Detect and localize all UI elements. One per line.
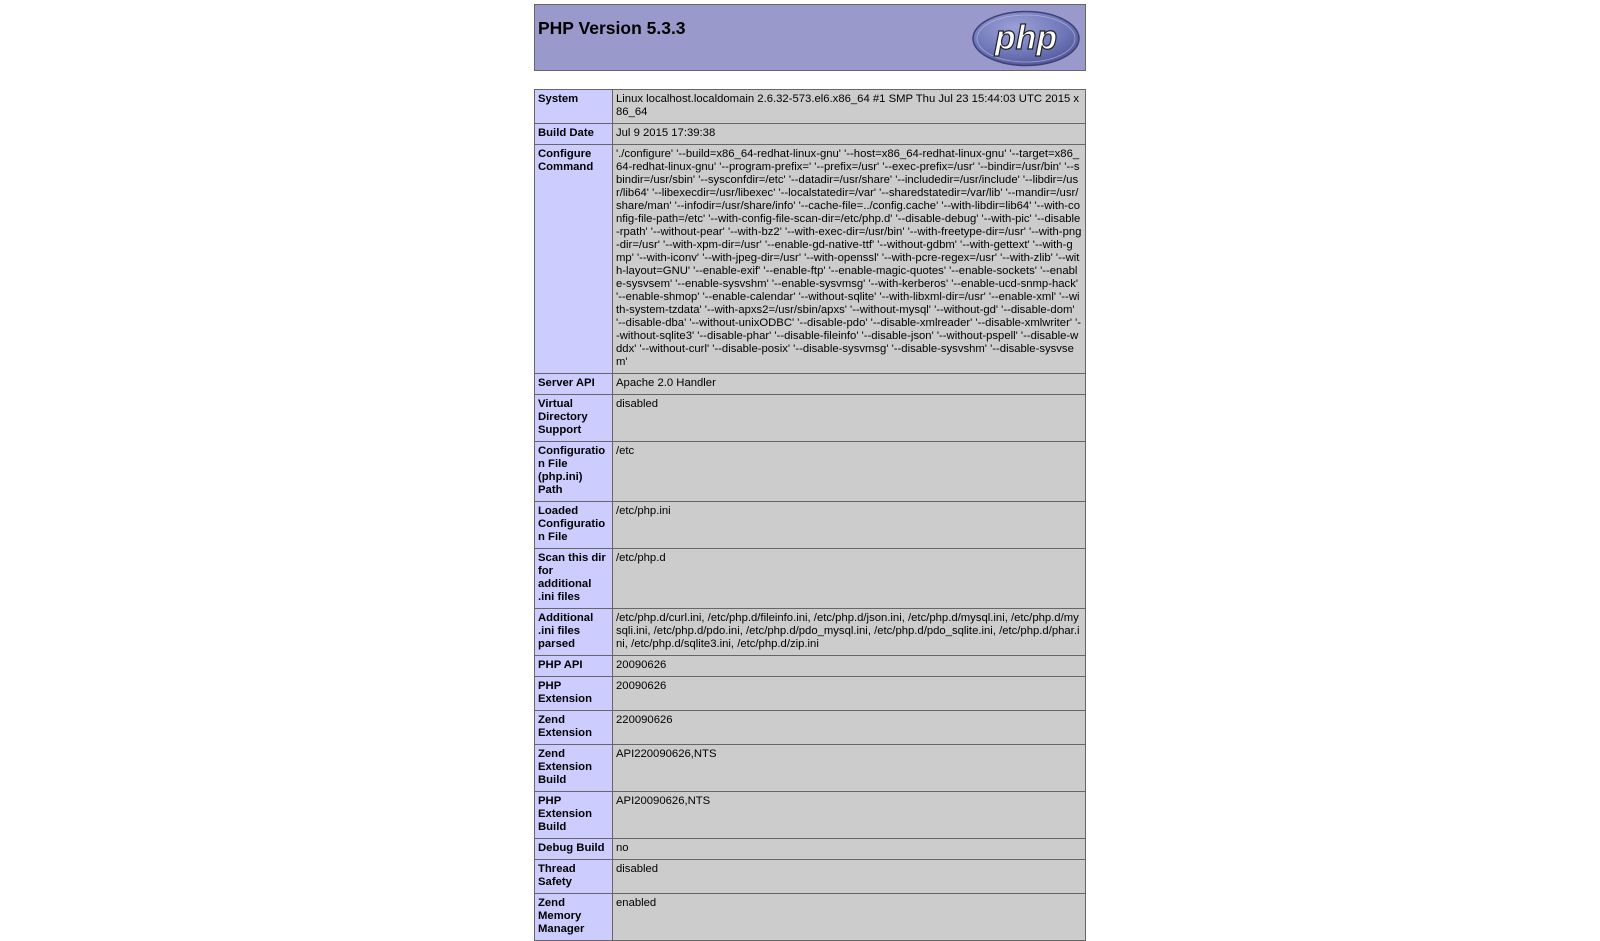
info-row-label: Zend Extension Build [535, 745, 613, 792]
info-row [535, 839, 1086, 860]
info-row-value: Apache 2.0 Handler [613, 374, 1086, 395]
info-row-label: PHP API [535, 656, 613, 677]
page-title: PHP Version 5.3.3 [538, 18, 686, 38]
info-row-label: Build Date [535, 124, 613, 145]
info-row-value: API20090626,NTS [613, 792, 1086, 839]
info-row-value: Jul 9 2015 17:39:38 [613, 124, 1086, 145]
info-row-label: System [535, 90, 613, 124]
info-row-label: Zend Memory Manager [535, 894, 613, 941]
php-info-table [534, 89, 1086, 941]
info-row [535, 711, 1086, 745]
info-row [535, 124, 1086, 145]
info-row [535, 656, 1086, 677]
info-row-value: /etc [613, 442, 1086, 502]
php-info-table-body [535, 90, 1086, 941]
info-row-label: Configuration File (php.ini) Path [535, 442, 613, 502]
info-row-label: Debug Build [535, 839, 613, 860]
info-row-value: /etc/php.d/curl.ini, /etc/php.d/fileinfo.ini, /etc/php.d/json.ini, /etc/php.d/mysql.ini, /etc/php.d/mysqli.ini, /etc/php.d/pdo.ini, /etc/php.d/pdo_mysql.ini, /etc/php.d/pdo_sqlite.ini, /etc/php.d/phar.ini, /etc/php.d/sqlite3.ini, /etc/php.d/zip.ini [613, 609, 1086, 656]
php-logo-icon[interactable] [971, 10, 1081, 67]
info-row-value: disabled [613, 395, 1086, 442]
info-row-value: /etc/php.ini [613, 502, 1086, 549]
php-version-header [534, 4, 1086, 71]
info-row-value: disabled [613, 860, 1086, 894]
info-row [535, 792, 1086, 839]
info-row-label: Virtual Directory Support [535, 395, 613, 442]
info-row [535, 894, 1086, 941]
info-row [535, 90, 1086, 124]
info-row-label: Thread Safety [535, 860, 613, 894]
info-row-label: Configure Command [535, 145, 613, 374]
info-row [535, 609, 1086, 656]
info-row-value: 20090626 [613, 656, 1086, 677]
info-row [535, 442, 1086, 502]
info-row-label: PHP Extension Build [535, 792, 613, 839]
info-row-value: /etc/php.d [613, 549, 1086, 609]
info-row-label: Server API [535, 374, 613, 395]
info-row-value: 20090626 [613, 677, 1086, 711]
svg-text:php: php [994, 19, 1058, 57]
info-row-label: Loaded Configuration File [535, 502, 613, 549]
info-row-value: enabled [613, 894, 1086, 941]
info-row-value: 220090626 [613, 711, 1086, 745]
info-row [535, 549, 1086, 609]
info-row-value: './configure' '--build=x86_64-redhat-linux-gnu' '--host=x86_64-redhat-linux-gnu' '--target=x86_64-redhat-linux-gnu' '--program-prefix=' '--prefix=/usr' '--exec-prefix=/usr' '--bindir=/usr/bin' '--sbindir=/usr/sbin' '--sysconfdir=/etc' '--datadir=/usr/share' '--includedir=/usr/include' '--libdir=/usr/lib64' '--libexecdir=/usr/libexec' '--localstatedir=/var' '--sharedstatedir=/var/lib' '--mandir=/usr/share/man' '--infodir=/usr/share/info' '--cache-file=../config.cache' '--with-libdir=lib64' '--with-config-file-path=/etc' '--with-config-file-scan-dir=/etc/php.d' '--disable-debug' '--with-pic' '--disable-rpath' '--without-pear' '--with-bz2' '--with-exec-dir=/usr/bin' '--with-freetype-dir=/usr' '--with-png-dir=/usr' '--with-xpm-dir=/usr' '--enable-gd-native-ttf' '--without-gdbm' '--with-gettext' '--with-gmp' '--with-iconv' '--with-jpeg-dir=/usr' '--with-openssl' '--with-pcre-regex=/usr' '--with-zlib' '--with-layout=GNU' '--enable-exif' '--enable-ftp' '--enable-magic-quotes' '--enable-sockets' '--enable-sysvsem' '--enable-sysvshm' '--enable-sysvmsg' '--with-kerberos' '--enable-ucd-snmp-hack' '--enable-shmop' '--enable-calendar' '--without-sqlite' '--with-libxml-dir=/usr' '--enable-xml' '--with-system-tzdata' '--with-apxs2=/usr/sbin/apxs' '--without-mysql' '--without-gd' '--disable-dom' '--disable-dba' '--without-unixODBC' '--disable-pdo' '--disable-xmlreader' '--disable-xmlwriter' '--without-sqlite3' '--disable-phar' '--disable-fileinfo' '--disable-json' '--without-pspell' '--disable-wddx' '--without-curl' '--disable-posix' '--disable-sysvmsg' '--disable-sysvshm' '--disable-sysvsem' [613, 145, 1086, 374]
info-row [535, 860, 1086, 894]
info-row [535, 502, 1086, 549]
info-row-value: no [613, 839, 1086, 860]
info-row [535, 677, 1086, 711]
info-row-value: API220090626,NTS [613, 745, 1086, 792]
info-row-label: PHP Extension [535, 677, 613, 711]
info-row [535, 745, 1086, 792]
info-row [535, 395, 1086, 442]
info-row-label: Scan this dir for additional .ini files [535, 549, 613, 609]
info-row [535, 374, 1086, 395]
info-row-value: Linux localhost.localdomain 2.6.32-573.el6.x86_64 #1 SMP Thu Jul 23 15:44:03 UTC 2015 x86_64 [613, 90, 1086, 124]
info-row-label: Zend Extension [535, 711, 613, 745]
info-row-label: Additional .ini files parsed [535, 609, 613, 656]
info-row [535, 145, 1086, 374]
